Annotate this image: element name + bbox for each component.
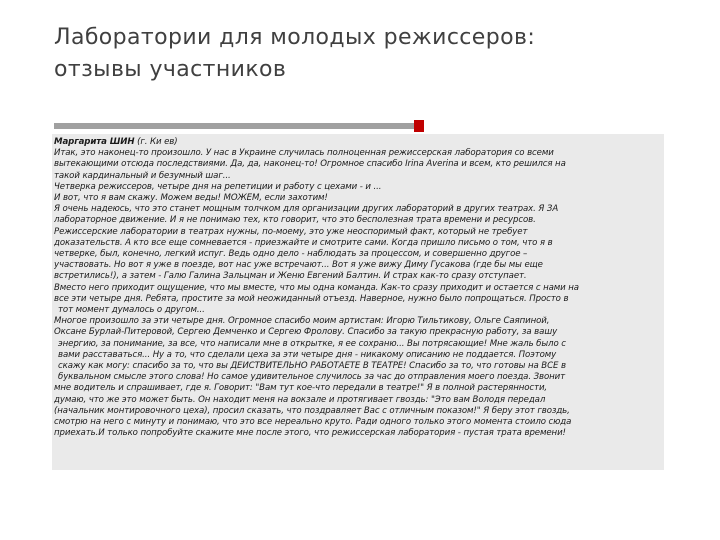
review-lines xyxy=(54,148,666,439)
slide-title xyxy=(54,22,674,86)
review-text xyxy=(54,137,666,439)
review-line: все эти четыре дня. Ребята, простите за мой неожиданный отъезд. Наверное, нужно было попрощаться. Просто в xyxy=(54,293,569,304)
review-line: И вот, что я вам скажу. Можем веды! МОЖЕМ, если захотим! xyxy=(54,193,328,204)
review-line: мне водитель и спрашивает, где я. Говорит: "Вам тут кое-что передали в театре!" Я в полной растерянности, xyxy=(54,383,548,394)
review-line: лабораторное движение. И я не понимаю тех, кто говорит, что это бесполезная трата времени и ресурсов. xyxy=(54,215,536,226)
review-line: такой кардинальный и безумный шаг... xyxy=(54,170,231,181)
review-line: Четверка режиссеров, четыре дня на репетиции и работу с цехами - и ... xyxy=(54,181,382,192)
review-line: приехать.И только попробуйте скажите мне после этого, что режиссерская лаборатория - пустая трата времени! xyxy=(54,428,566,439)
review-line: Оксане Бурлай-Питеровой, Сергею Демченко и Сергею Фролову. Спасибо за такую прекрасную работу, за вашу xyxy=(54,327,558,338)
review-line: Я очень надеюсь, что это станет мощным толчком для организации других лабораторий в других театрах. Я ЗА xyxy=(54,204,559,215)
review-author: Маргарита ШИН xyxy=(54,137,135,147)
review-line: участвовать. Но вот я уже в поезде, вот нас уже встречают... Вот я уже вижу Диму Гусакова (где бы мы еще xyxy=(54,260,543,271)
review-line: вами расставаться... Ну а то, что сделали цеха за эти четыре дня - никакому описанию не поддается. Поэтому xyxy=(58,349,557,360)
review-line: буквальном смысле этого слова! Но самое удивительное случилось за час до отправления моего поезда. Звонит xyxy=(58,372,566,383)
title-divider xyxy=(54,123,414,129)
review-author-city: (г. Ки ев) xyxy=(134,137,178,147)
review-line: Режиссерские лаборатории в театрах нужны, по-моему, это уже неоспоримый факт, который не требует xyxy=(54,226,528,237)
review-line: четверке, был, конечно, легкий испуг. Ведь одно дело - наблюдать за процессом, и совершенно другое – xyxy=(54,249,528,260)
review-line: Многое произошло за эти четыре дня. Огромное спасибо моим артистам: Игорю Тильтикову, Ольге Саяпиной, xyxy=(54,316,550,327)
review-line: скажу как могу: спасибо за то, что вы ДЕЙСТВИТЕЛЬНО РАБОТАЕТЕ В ТЕАТРЕ! Спасибо за то, что готовы на ВСЕ в xyxy=(58,361,566,372)
review-line: энергию, за понимание, за все, что написали мне в открытке, я ее сохраню... Вы потрясающие! Мне жаль было с xyxy=(58,338,566,349)
review-line: тот момент думалось о другом... xyxy=(58,305,205,316)
review-line: доказательств. А кто все еще сомневается - приезжайте и смотрите сами. Когда пришло письмо о том, что я в xyxy=(54,237,553,248)
review-author-line xyxy=(54,137,666,148)
review-line: встретились!), а затем - Галю Галина Зальцман и Женю Евгений Балтин. И страх как-то сразу отступает. xyxy=(54,271,527,282)
slide-title-line-2: отзывы участников xyxy=(54,57,287,82)
review-line: (начальник монтировочного цеха), просил сказать, что поздравляет Вас с отличным показом!" Я беру этот гвоздь, xyxy=(54,405,570,416)
review-line: Итак, это наконец-то произошло. У нас в Украине случилась полноценная режиссерская лаборатория со всеми xyxy=(54,148,554,159)
review-line: вытекающими отсюда последствиями. Да, да, наконец-то! Огромное спасибо Irina Averina и всем, кто решился на xyxy=(54,159,566,170)
review-line: думаю, что же это может быть. Он находит меня на вокзале и протягивает гвоздь: "Это вам Володя передал xyxy=(54,394,546,405)
review-line: Вместо него приходит ощущение, что мы вместе, что мы одна команда. Как-то сразу приходит и остается с нами на xyxy=(54,282,579,293)
title-divider-accent xyxy=(414,120,424,132)
slide-title-line-1: Лаборатории для молодых режиссеров: xyxy=(54,25,536,50)
review-line: смотрю на него с минуту и понимаю, что это все нереально круто. Ради одного только этого момента стоило сюда xyxy=(54,417,572,428)
